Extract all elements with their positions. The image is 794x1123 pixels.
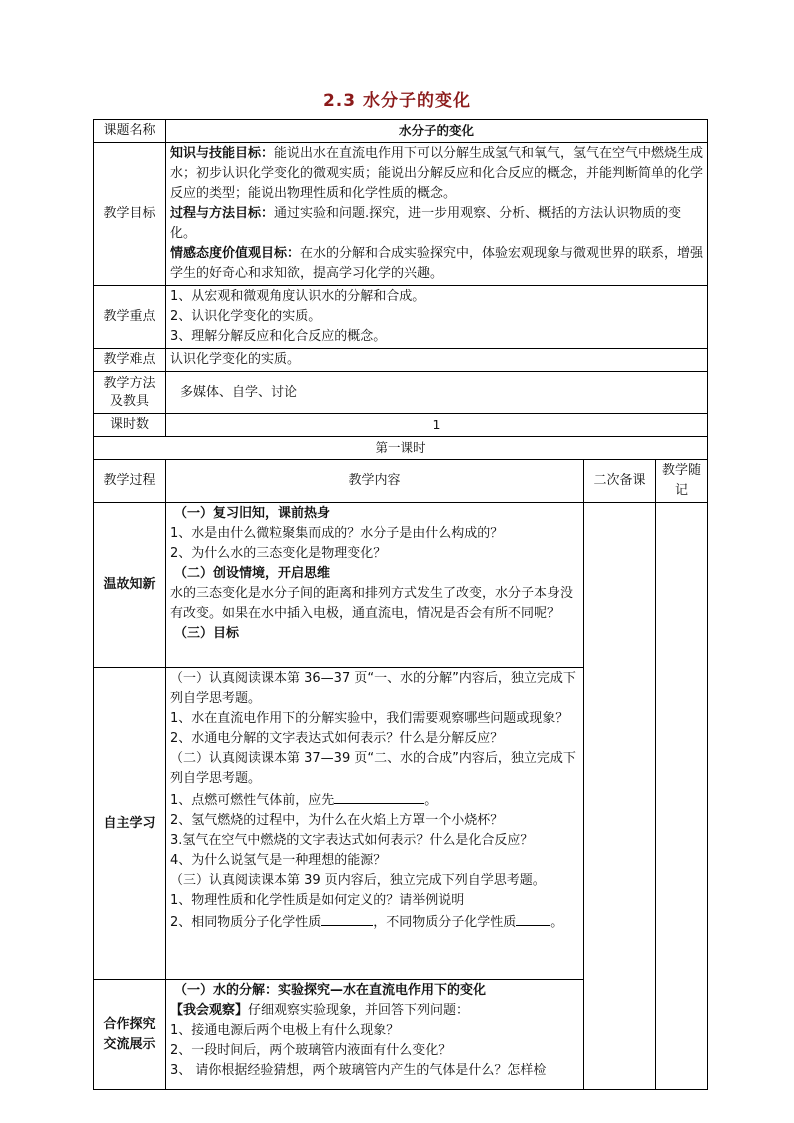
goal3-head: 情感态度价值观目标： [170,246,301,261]
explore-heading: （一）水的分解：实验探究—水在直流电作用下的变化 [174,983,487,998]
lesson-plan-table [93,119,707,1078]
page-title: 2.3 水分子的变化 [322,91,472,111]
review-heading-3: （三）目标 [174,626,240,641]
answer-blank[interactable] [321,911,373,926]
key-item-3: 3、理解分解反应和化合反应的概念。 [170,329,387,344]
key-item-1: 1、从宏观和微观角度认识水的分解和合成。 [170,289,426,304]
col-content: 教学内容 [166,460,584,503]
difficult-value: 认识化学变化的实质。 [166,349,708,372]
section-review-label: 温故知新 [94,503,166,668]
goal2-text: 通过实验和问题.探究，进一步用观察、分析、概括的方法认识物质的变化。 [170,206,682,241]
col-second-prep: 二次备课 [584,460,656,503]
self-study-task3-q2: 2、相同物质分子化学性质 ，不同物质分子化学性质 。 [170,911,579,933]
explore-label-line1: 合作探究 [103,1016,156,1032]
review-paragraph: 水的三态变化是水分子间的距离和排列方式发生了改变，水分子本身没有改变。如果在水中插入电极，通直流电，情况是否会有所不同呢？ [170,586,574,621]
explore-label-line2: 交流展示 [103,1036,156,1052]
self-study-task-3: （三）认真阅读课本第 39 页内容后，独立完成下列自学思考题。 [170,873,546,888]
col-notes: 教学随记 [656,460,708,503]
topic-label: 课题名称 [94,120,166,143]
review-heading-1: （一）复习旧知，课前热身 [174,506,331,521]
section-self-study-label: 自主学习 [94,668,166,980]
review-question-2: 2、为什么水的三态变化是物理变化？ [170,546,387,561]
answer-blank[interactable] [334,789,424,804]
notes-cell [656,503,708,1090]
self-study-task2-q2: 2、氢气燃烧的过程中，为什么在火焰上方罩一个小烧杯？ [170,813,504,828]
explore-question-1: 1、接通电源后两个电极上有什么现象？ [170,1023,400,1038]
goal1-head: 知识与技能目标： [170,146,275,161]
hours-value: 1 [166,414,708,437]
self-study-task2-q4: 4、为什么说氢气是一种理想的能源？ [170,853,387,868]
goal3-text: 在水的分解和合成实验探究中，体验宏观现象与微观世界的联系，增强学生的好奇心和求知欲，提高学习化学的兴趣。 [170,246,704,281]
self-study-task-2: （二）认真阅读课本第 37—39 页“二、水的合成”内容后，独立完成下列自学思考题。 [170,751,576,786]
goals-cell [166,143,708,286]
section-explore-label [94,980,166,1090]
explore-question-3: 3、 请你根据经验猜想，两个玻璃管内产生的气体是什么？怎样检 [170,1063,547,1078]
hours-label: 课时数 [94,414,166,437]
review-question-1: 1、水是由什么微粒聚集而成的？水分子是由什么构成的？ [170,526,504,541]
goals-label: 教学目标 [94,143,166,286]
self-study-task1-q2: 2、水通电分解的文字表达式如何表示？什么是分解反应？ [170,731,504,746]
section-self-study-content [166,668,584,980]
goal2-head: 过程与方法目标： [170,206,275,221]
method-label-line1: 教学方法 [103,375,156,391]
self-study-task3-q1: 1、物理性质和化学性质是如何定义的？请举例说明 [170,893,465,908]
difficult-label: 教学难点 [94,349,166,372]
key-cell [166,286,708,349]
answer-blank[interactable] [516,911,550,926]
method-value: 多媒体、自学、讨论 [166,372,708,414]
goal1-text: 能说出水在直流电作用下可以分解生成氢气和氧气，氢气在空气中燃烧生成水；初步认识化学变化的微观实质；能说出分解反应和化合反应的概念，并能判断简单的化学反应的类型；能说出物理性质和化学性质的概念。 [170,146,704,201]
section-review-content [166,503,584,668]
col-process: 教学过程 [94,460,166,503]
self-study-task-1: （一）认真阅读课本第 36—37 页“一、水的分解”内容后，独立完成下列自学思考题。 [170,671,576,706]
review-heading-2: （二）创设情境，开启思维 [174,566,331,581]
key-label: 教学重点 [94,286,166,349]
topic-value: 水分子的变化 [166,120,708,143]
method-label [94,372,166,414]
second-prep-cell [584,503,656,1090]
self-study-task2-q1: 1、点燃可燃性气体前，应先 。 [170,789,579,811]
method-label-line2: 及教具 [109,393,149,409]
self-study-task1-q1: 1、水在直流电作用下的分解实验中，我们需要观察哪些问题或现象？ [170,711,569,726]
lesson-title: 第一课时 [94,437,708,460]
key-item-2: 2、认识化学变化的实质。 [170,309,322,324]
explore-observe: 【我会观察】仔细观察实验现象，并回答下列问题： [170,1003,470,1018]
section-explore-content [166,980,584,1090]
explore-question-2: 2、一段时间后，两个玻璃管内液面有什么变化？ [170,1043,452,1058]
self-study-task2-q3: 3.氢气在空气中燃烧的文字表达式如何表示？什么是化合反应？ [170,833,534,848]
